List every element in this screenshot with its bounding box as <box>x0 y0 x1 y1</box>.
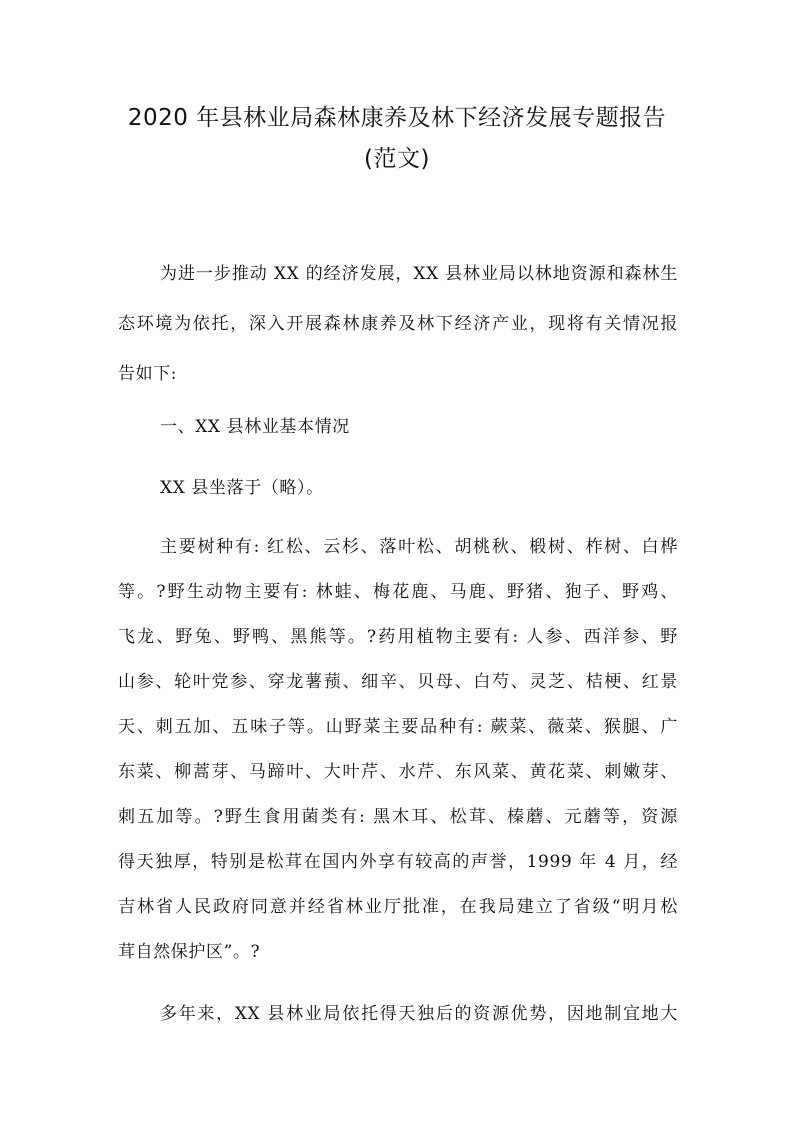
resources-line-8: 得天独厚，特别是松茸在国内外享有较高的声誉，1999 年 4 月，经 <box>118 852 678 872</box>
location-paragraph: XX 县坐落于（略）。 <box>160 478 324 498</box>
resources-line-3: 飞龙、野兔、野鸭、黑熊等。?药用植物主要有: 人参、西洋参、野 <box>118 627 678 647</box>
resources-line-9: 吉林省人民政府同意并经省林业厅批准，在我局建立了省级“明月松 <box>118 897 678 917</box>
closing-line-1: 多年来，XX 县林业局依托得天独后的资源优势，因地制宜地大 <box>160 1004 678 1024</box>
resources-line-6: 东菜、柳蒿芽、马蹄叶、大叶芹、水芹、东风菜、黄花菜、刺嫩芽、 <box>118 762 678 782</box>
resources-line-10: 茸自然保护区”。? <box>118 942 261 962</box>
intro-line-3: 告如下: <box>118 364 178 384</box>
document-title: 2020 年县林业局森林康养及林下经济发展专题报告 <box>127 105 667 131</box>
resources-line-2: 等。?野生动物主要有: 林蛙、梅花鹿、马鹿、野猪、狍子、野鸡、 <box>118 582 678 602</box>
resources-line-1: 主要树种有: 红松、云杉、落叶松、胡桃秋、椴树、柞树、白桦 <box>160 537 678 557</box>
intro-line-1: 为进一步推动 XX 的经济发展，XX 县林业局以林地资源和森林生 <box>160 264 678 284</box>
resources-line-4: 山参、轮叶党参、穿龙薯蓣、细辛、贝母、白芍、灵芝、桔梗、红景 <box>118 672 678 692</box>
resources-line-7: 刺五加等。?野生食用菌类有: 黑木耳、松茸、榛蘑、元蘑等，资源 <box>118 807 678 827</box>
intro-line-2: 态环境为依托，深入开展森林康养及林下经济产业，现将有关情况报 <box>118 314 678 334</box>
section-heading: 一、XX 县林业基本情况 <box>160 417 350 437</box>
document-subtitle: (范文) <box>364 146 430 172</box>
resources-line-5: 天、刺五加、五味子等。山野菜主要品种有: 蕨菜、薇菜、猴腿、广 <box>118 717 678 737</box>
